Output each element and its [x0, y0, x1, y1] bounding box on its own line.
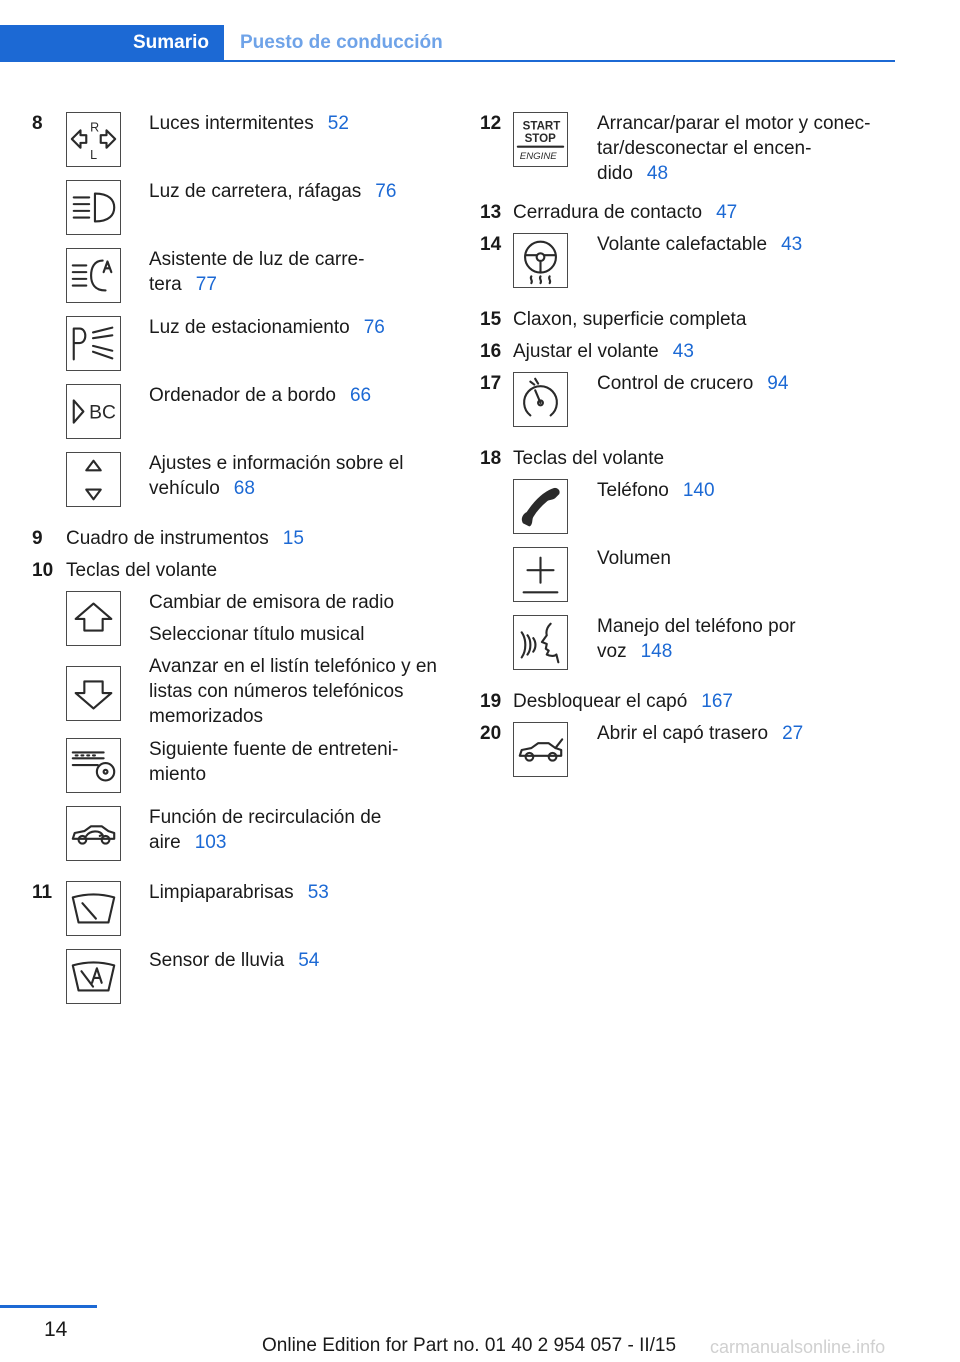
arrow-down-icon [66, 666, 121, 721]
item-label: Ordenador de a bordo [149, 385, 336, 406]
page-link[interactable]: 47 [716, 202, 738, 223]
list-item [149, 451, 404, 501]
page-link[interactable]: 140 [682, 480, 715, 501]
item-label: Volante calefactable [597, 234, 768, 255]
icon-label: START [522, 120, 561, 133]
item-label: Asistente de luz de carre- [149, 249, 365, 270]
parking-light-icon [66, 316, 121, 371]
item-label: Seleccionar título musical [149, 624, 365, 645]
item-label: Cuadro de instrumentos [66, 528, 269, 549]
item-label: Luz de estacionamiento [149, 317, 350, 338]
item-label: miento [149, 764, 207, 785]
item-number: 14 [480, 234, 502, 255]
item-label: Cerradura de contacto [513, 202, 703, 223]
page-link[interactable]: 167 [701, 691, 733, 712]
page-link[interactable]: 68 [233, 478, 255, 499]
section-tab-sumario[interactable]: Sumario [0, 25, 224, 60]
arrow-up-icon [66, 591, 121, 646]
entertainment-source-icon [66, 738, 121, 793]
item-number: 17 [480, 373, 502, 394]
list-item [149, 590, 394, 647]
item-label: Teclas del volante [66, 560, 218, 581]
item-label: tar/desconectar el encen- [597, 138, 812, 159]
page-link[interactable]: 76 [375, 181, 397, 202]
item-label: Ajustes e información sobre el [149, 453, 404, 474]
list-item [149, 948, 319, 973]
page-link[interactable]: 52 [327, 113, 349, 134]
watermark: carmanualsonline.info [710, 1337, 886, 1357]
item-number: 16 [480, 341, 502, 362]
page-link[interactable]: 48 [646, 163, 669, 184]
item-label: Limpiaparabrisas [149, 882, 294, 903]
item-label: listas con números telefónicos [149, 681, 404, 702]
footer-rule [0, 1305, 97, 1308]
item-number: 12 [480, 113, 502, 134]
item-label: Teléfono [597, 480, 669, 501]
item-label: Avanzar en el listín telefónico y en [149, 656, 437, 677]
page-link[interactable]: 66 [349, 385, 372, 406]
list-item [513, 689, 733, 714]
list-item [597, 111, 871, 186]
item-number: 13 [480, 202, 502, 223]
list-item [149, 383, 371, 408]
item-label: Luces intermitentes [149, 113, 314, 134]
heated-steering-wheel-icon [513, 233, 568, 288]
item-label: Desbloquear el capó [513, 691, 688, 712]
list-item [597, 721, 803, 746]
svg-text:R: R [90, 120, 100, 135]
item-label: Ajustar el volante [513, 341, 659, 362]
page-number: 14 [44, 1318, 68, 1341]
list-item [597, 232, 802, 257]
item-label: Luz de carretera, ráfagas [149, 181, 362, 202]
page-link[interactable]: 103 [194, 832, 227, 853]
item-label: Control de crucero [597, 373, 754, 394]
list-item [149, 737, 398, 787]
item-label: Abrir el capó trasero [597, 723, 769, 744]
item-number: 15 [480, 309, 502, 330]
list-item [149, 315, 385, 340]
item-label: dido [597, 163, 633, 184]
svg-text:L: L [90, 148, 98, 163]
phone-icon [513, 479, 568, 534]
list-item [597, 478, 715, 503]
item-label: Cambiar de emisora de radio [149, 592, 395, 613]
item-label: Sensor de lluvia [149, 950, 285, 971]
item-label: memorizados [149, 706, 264, 727]
onboard-computer-icon [66, 384, 121, 439]
item-label: Siguiente fuente de entreteni- [149, 739, 399, 760]
item-number: 11 [32, 882, 53, 903]
wiper-icon [66, 881, 121, 936]
trunk-open-icon [513, 722, 568, 777]
list-item [149, 880, 329, 905]
page-link[interactable]: 43 [672, 341, 694, 362]
page-link[interactable]: 77 [195, 274, 217, 295]
page-link[interactable]: 76 [363, 317, 385, 338]
volume-icon [513, 547, 568, 602]
rain-sensor-icon [66, 949, 121, 1004]
icon-label: STOP [524, 132, 556, 145]
item-label: voz [597, 641, 627, 662]
item-label: Manejo del teléfono por [597, 616, 796, 637]
list-item [597, 614, 796, 664]
list-item [66, 526, 304, 551]
list-item [149, 247, 364, 297]
page-link[interactable]: 148 [640, 641, 673, 662]
page-link[interactable]: 27 [782, 723, 804, 744]
air-recirculation-icon [66, 806, 121, 861]
svg-text:BC: BC [89, 402, 116, 424]
item-label: aire [149, 832, 181, 853]
item-number: 18 [480, 448, 502, 469]
item-label: Teclas del volante [513, 448, 665, 469]
item-number: 9 [32, 528, 43, 549]
high-beam-assist-icon [66, 248, 121, 303]
page-link[interactable]: 54 [298, 950, 320, 971]
start-stop-icon [513, 112, 568, 167]
item-label: tera [149, 274, 182, 295]
up-down-arrows-icon [66, 452, 121, 507]
voice-control-icon [513, 615, 568, 670]
item-label: Claxon, superficie completa [513, 309, 747, 330]
item-label: vehículo [149, 478, 220, 499]
list-item [149, 805, 381, 855]
list-item [149, 654, 437, 729]
list-item [149, 111, 349, 136]
item-label: Volumen [597, 548, 671, 569]
page-link[interactable]: 43 [781, 234, 803, 255]
icon-label: ENGINE [519, 151, 557, 163]
item-label: Arrancar/parar el motor y conec- [597, 113, 871, 134]
turn-signal-icon [66, 112, 121, 167]
page-link[interactable]: 15 [282, 528, 304, 549]
item-number: 19 [480, 691, 502, 712]
header-rule [0, 60, 895, 62]
list-item [597, 546, 671, 571]
list-item [513, 339, 694, 364]
item-number: 8 [32, 113, 43, 134]
cruise-control-icon [513, 372, 568, 427]
item-number: 10 [32, 560, 54, 581]
page-link[interactable]: 94 [767, 373, 789, 394]
list-item [513, 200, 737, 225]
edition-note: Online Edition for Part no. 01 40 2 954 057 - II/15 [262, 1335, 677, 1356]
section-tab-current[interactable]: Puesto de conducción [240, 32, 443, 53]
page-header [0, 25, 895, 62]
page-link[interactable]: 53 [307, 882, 329, 903]
high-beam-icon [66, 180, 121, 235]
item-label: Función de recirculación de [149, 807, 382, 828]
list-item [149, 179, 396, 204]
item-number: 20 [480, 723, 502, 744]
list-item [597, 371, 788, 396]
